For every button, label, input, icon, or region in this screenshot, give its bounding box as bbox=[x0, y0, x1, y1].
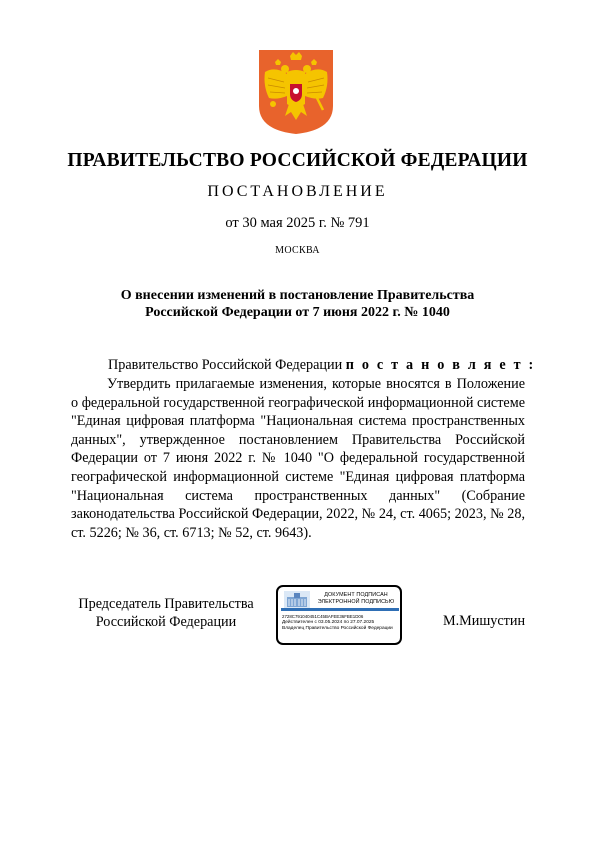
signer-position-line-1: Председатель Правительства bbox=[78, 596, 254, 612]
electronic-signature-stamp bbox=[276, 585, 402, 645]
document-city: МОСКВА bbox=[275, 245, 320, 256]
document-subject bbox=[0, 287, 595, 321]
stamp-header bbox=[312, 592, 400, 606]
stamp-validity: Действителен с 03.05.2024 по 27.07.2025 bbox=[282, 620, 375, 625]
subject-line-2: Российской Федерации от 7 июня 2022 г. № 1040 bbox=[145, 305, 450, 320]
preamble bbox=[108, 356, 535, 375]
main-paragraph: Утвердить прилагаемые изменения, которые вносятся в Положение о федеральной государственной географической информационной системе "Единая цифровая платформа "Национальная система пространственных данных", утвержденное постановлением Правительства Российской Федерации от 7 июня 2022 г. № 1040 "О федеральной государственной географической информационной системе "Единая цифровая платформа "Национальная система пространственных данных" (Собрание законодательства Российской Федерации, 2022, № 24, ст. 4065; 2023, № 28, ст. 5226; № 36, ст. 6713; № 52, ст. 9643). bbox=[71, 376, 525, 541]
document-type: ПОСТАНОВЛЕНИЕ bbox=[207, 183, 388, 200]
russian-coat-of-arms-icon bbox=[257, 48, 335, 136]
preamble-text: Правительство Российской Федерации bbox=[108, 357, 346, 373]
subject-line-1: О внесении изменений в постановление Правительства bbox=[120, 288, 475, 303]
signer-position bbox=[71, 595, 261, 631]
government-building-icon bbox=[284, 591, 310, 609]
stamp-accent-bar bbox=[281, 608, 399, 611]
stamp-header-line-1: ДОКУМЕНТ ПОДПИСАН bbox=[324, 592, 388, 598]
document-date-number: от 30 мая 2025 г. № 791 bbox=[225, 215, 370, 231]
signer-position-line-2: Российской Федерации bbox=[95, 614, 237, 630]
preamble-verb: п о с т а н о в л я е т : bbox=[345, 357, 536, 373]
government-title: ПРАВИТЕЛЬСТВО РОССИЙСКОЙ ФЕДЕРАЦИИ bbox=[67, 150, 528, 171]
signer-name: М.Мишустин bbox=[443, 613, 526, 629]
stamp-header-line-2: ЭЛЕКТРОННОЙ ПОДПИСЬЮ bbox=[317, 599, 395, 605]
stamp-certificate: 2728C791040451C45BAFEE36FBE1D06 bbox=[282, 614, 364, 619]
stamp-owner: Владелец Правительство Российской Федерации bbox=[282, 626, 393, 631]
coat-of-arms-emblem bbox=[257, 48, 335, 136]
